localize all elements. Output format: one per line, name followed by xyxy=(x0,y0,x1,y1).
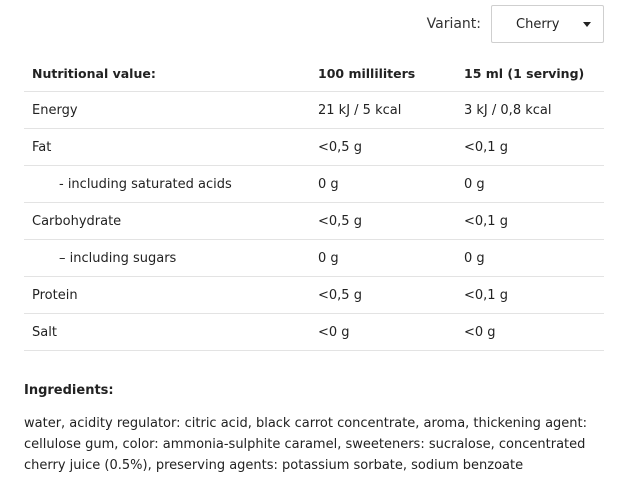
variant-selected-value: Cherry xyxy=(516,16,560,32)
nutrient-name: Salt xyxy=(24,314,310,351)
nutrient-per-serving: <0,1 g xyxy=(456,203,604,240)
variant-dropdown[interactable] xyxy=(491,5,604,43)
nutrient-per-100ml: 0 g xyxy=(310,240,456,277)
ingredients-title: Ingredients: xyxy=(24,383,114,398)
nutrient-per-100ml: <0,5 g xyxy=(310,129,456,166)
nutrient-per-100ml: 21 kJ / 5 kcal xyxy=(310,92,456,129)
table-row xyxy=(24,129,604,166)
nutrient-per-serving: 0 g xyxy=(456,240,604,277)
table-row xyxy=(24,166,604,203)
nutrient-per-100ml: <0,5 g xyxy=(310,203,456,240)
header-nutritional-value: Nutritional value: xyxy=(24,55,310,92)
table-header-row xyxy=(24,55,604,92)
table-row xyxy=(24,277,604,314)
table-row xyxy=(24,203,604,240)
nutrient-per-100ml: <0 g xyxy=(310,314,456,351)
nutrient-name: Carbohydrate xyxy=(24,203,310,240)
nutrient-name: Energy xyxy=(24,92,310,129)
nutrient-name: - including saturated acids xyxy=(24,166,310,203)
nutrient-per-100ml: <0,5 g xyxy=(310,277,456,314)
nutrient-name: – including sugars xyxy=(24,240,310,277)
header-per-serving: 15 ml (1 serving) xyxy=(456,55,604,92)
nutrient-per-serving: 3 kJ / 0,8 kcal xyxy=(456,92,604,129)
nutrient-per-serving: 0 g xyxy=(456,166,604,203)
nutrient-name: Protein xyxy=(24,277,310,314)
variant-label: Variant: xyxy=(426,16,481,32)
nutrition-table xyxy=(24,55,604,351)
table-row xyxy=(24,92,604,129)
nutrient-per-serving: <0 g xyxy=(456,314,604,351)
variant-selector-row xyxy=(427,4,604,44)
nutrient-per-serving: <0,1 g xyxy=(456,129,604,166)
nutrient-name: Fat xyxy=(24,129,310,166)
table-row xyxy=(24,240,604,277)
nutrient-per-100ml: 0 g xyxy=(310,166,456,203)
nutrient-per-serving: <0,1 g xyxy=(456,277,604,314)
ingredients-text: water, acidity regulator: citric acid, black carrot concentrate, aroma, thickening agent: cellulose gum, color: ammonia-sulphite caramel, sweeteners: sucralose, concentrated cherry juice (0.5%), preserving agents: potassium sorbate, sodium benzoate xyxy=(24,416,587,473)
chevron-down-icon xyxy=(583,22,591,27)
header-per-100ml: 100 milliliters xyxy=(310,55,456,92)
table-row xyxy=(24,314,604,351)
